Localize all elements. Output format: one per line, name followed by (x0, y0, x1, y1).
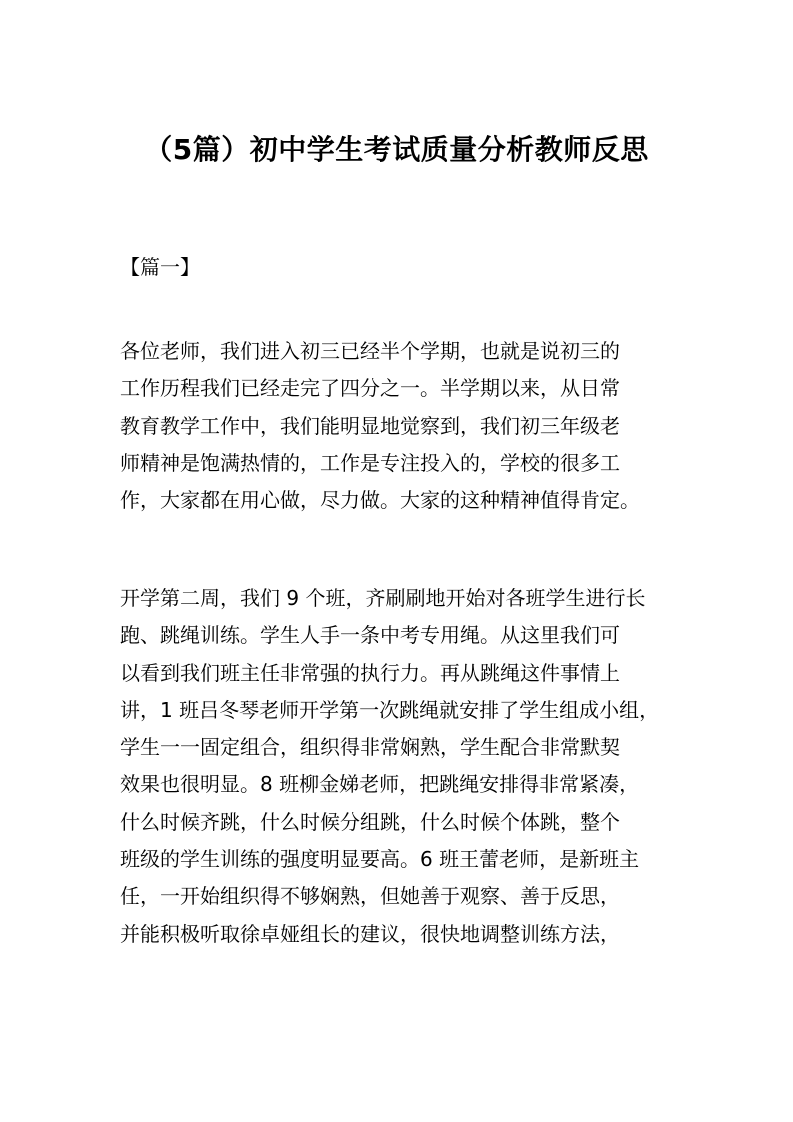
text-line: 教育教学工作中，我们能明显地觉察到，我们初三年级老 (120, 413, 620, 438)
text-line: 各位老师，我们进入初三已经半个学期，也就是说初三的 (120, 339, 620, 363)
paragraph-1 (120, 333, 692, 519)
text-line: 什么时候齐跳，什么时候分组跳，什么时候个体跳，整个 (120, 809, 620, 834)
text-line: 工作历程我们已经走完了四分之一。半学期以来，从日常 (120, 376, 620, 401)
text-line: 任，一开始组织得不够娴熟，但她善于观察、善于反思， (120, 884, 620, 909)
paragraph-2 (120, 580, 692, 953)
text-line: 开学第二周，我们 9 个班，齐刷刷地开始对各班学生进行长 (120, 586, 646, 610)
text-line: 作，大家都在用心做，尽力做。大家的这种精神值得肯定。 (120, 488, 640, 513)
text-line: 学生一一固定组合，组织得非常娴熟，学生配合非常默契 (120, 735, 620, 760)
text-line: 师精神是饱满热情的，工作是专注投入的，学校的很多工 (120, 450, 620, 475)
text-line: 以看到我们班主任非常强的执行力。再从跳绳这件事情上 (120, 660, 620, 685)
document-title: （5篇）初中学生考试质量分析教师反思 (144, 133, 649, 166)
text-line: 效果也很明显。8 班柳金娣老师，把跳绳安排得非常紧凑， (120, 772, 640, 797)
section-heading: 【篇一】 (120, 255, 200, 279)
text-line: 班级的学生训练的强度明显要高。6 班王蕾老师，是新班主 (120, 847, 640, 872)
text-line: 并能积极听取徐卓娅组长的建议，很快地调整训练方法， (120, 921, 620, 946)
text-line: 跑、跳绳训练。学生人手一条中考专用绳。从这里我们可 (120, 623, 620, 648)
text-line: 讲，1 班吕冬琴老师开学第一次跳绳就安排了学生组成小组， (120, 697, 660, 722)
